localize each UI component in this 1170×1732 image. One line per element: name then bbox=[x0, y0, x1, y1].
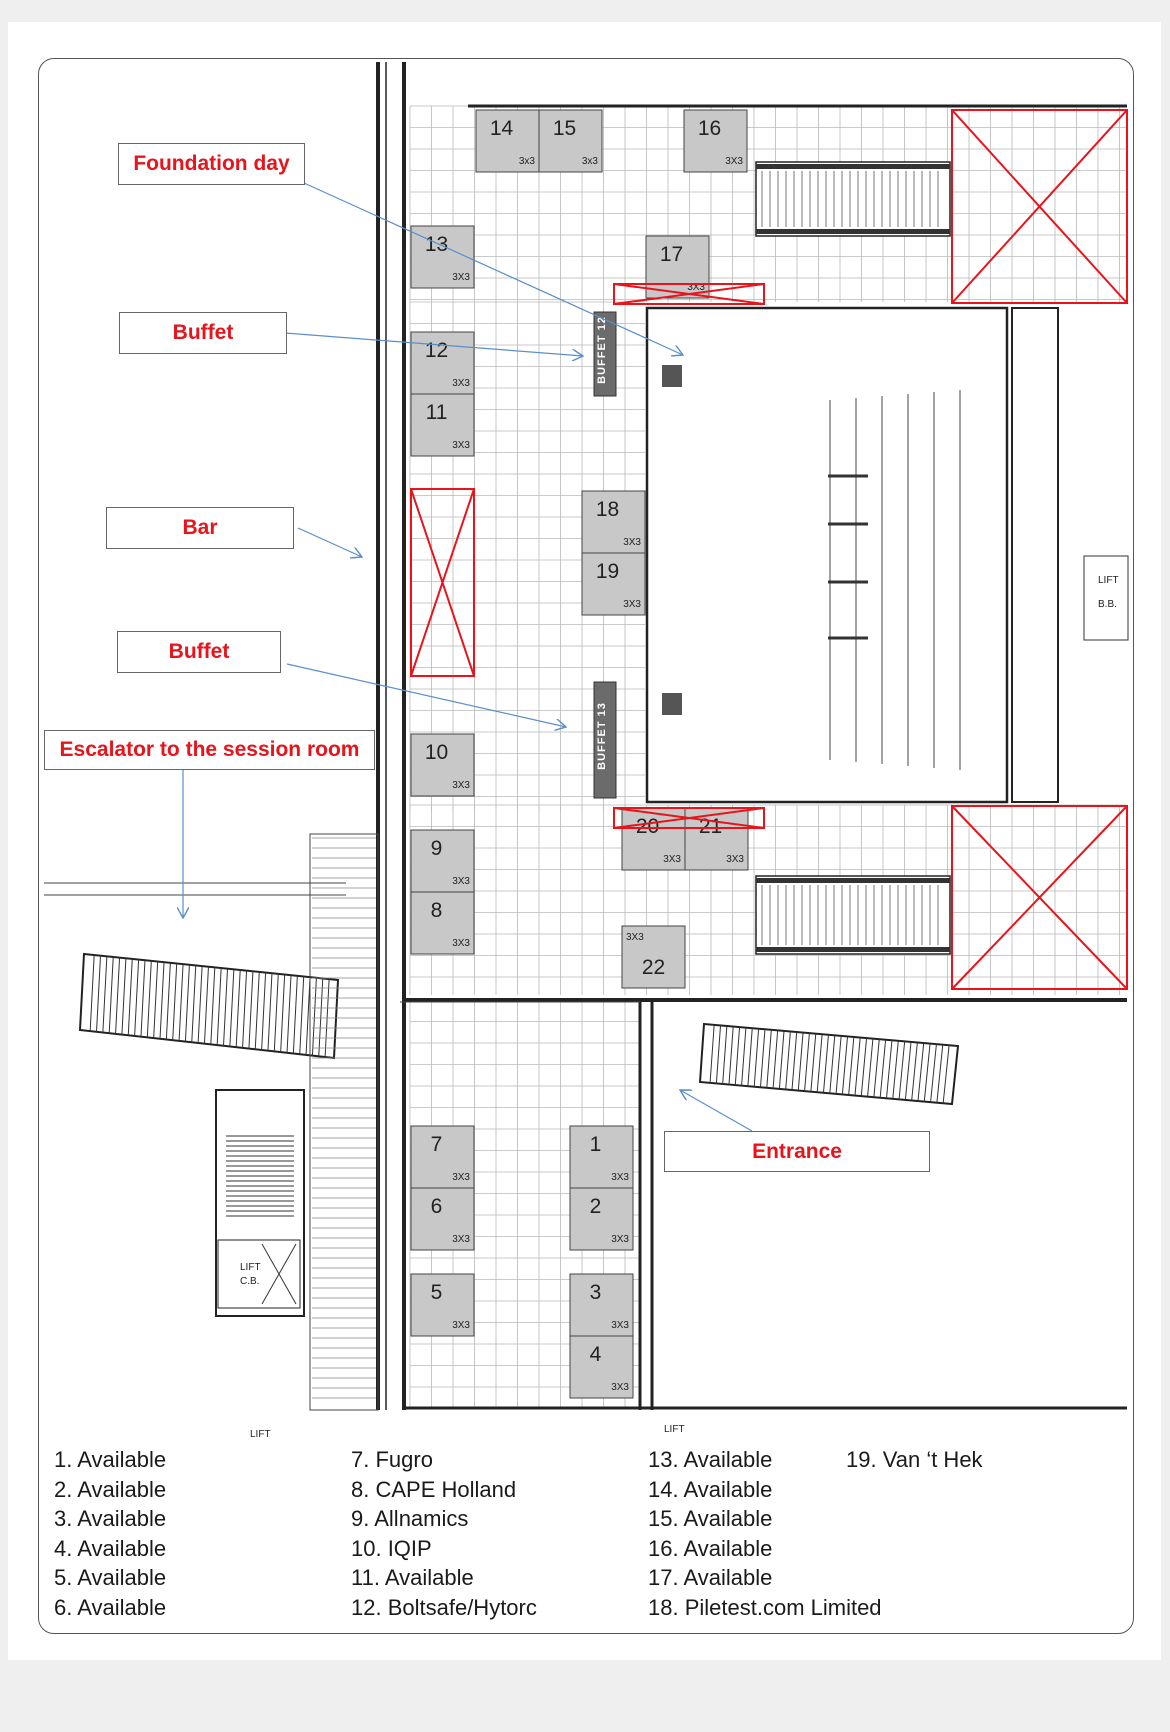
booth-19 bbox=[582, 553, 645, 615]
legend-column-4 bbox=[846, 1445, 983, 1475]
lift-cb-label: C.B. bbox=[240, 1276, 260, 1287]
legend-column-1 bbox=[54, 1445, 166, 1623]
column-mark bbox=[376, 386, 380, 390]
booth-size: 3X3 bbox=[452, 876, 470, 887]
booth-number: 12 bbox=[424, 339, 449, 362]
column-mark bbox=[376, 364, 380, 368]
booth-size: 3x3 bbox=[518, 156, 535, 167]
callout-buffet-bottom: Buffet bbox=[117, 631, 281, 673]
booth-number: 4 bbox=[589, 1343, 602, 1366]
booth-number: 5 bbox=[430, 1281, 443, 1304]
booth-size: 3x3 bbox=[581, 156, 598, 167]
buffet-13 bbox=[594, 682, 616, 798]
booth-number: 7 bbox=[430, 1133, 443, 1156]
booth-size: 3X3 bbox=[611, 1172, 629, 1183]
booth-size: 3X3 bbox=[623, 537, 641, 548]
lift-bb-label: LIFT bbox=[1098, 575, 1119, 586]
column-mark bbox=[376, 342, 380, 346]
booth-number: 21 bbox=[698, 815, 723, 838]
legend-item: 12. Boltsafe/Hytorc bbox=[351, 1594, 537, 1620]
booth-size: 3X3 bbox=[687, 282, 705, 293]
callout-foundation-day: Foundation day bbox=[118, 143, 305, 185]
arrow-foundation-day bbox=[304, 183, 683, 355]
column-mark bbox=[376, 782, 380, 786]
booth-size: 3X3 bbox=[623, 599, 641, 610]
column-mark bbox=[376, 210, 380, 214]
booth-9 bbox=[411, 830, 474, 892]
booth-11 bbox=[411, 394, 474, 456]
column-mark bbox=[376, 166, 380, 170]
void-bottom-right bbox=[952, 806, 1127, 989]
column-mark bbox=[376, 562, 380, 566]
column-mark bbox=[376, 452, 380, 456]
booth-number: 8 bbox=[430, 899, 443, 922]
column-mark bbox=[376, 760, 380, 764]
booth-2 bbox=[570, 1188, 633, 1250]
booth-number: 17 bbox=[659, 243, 684, 266]
legend-item: 5. Available bbox=[54, 1565, 167, 1591]
legend-item: 19. Van ‘t Hek bbox=[846, 1447, 983, 1472]
booth-size: 3X3 bbox=[452, 378, 470, 389]
booth-number: 9 bbox=[430, 837, 443, 860]
column-mark bbox=[376, 518, 380, 522]
booth-size: 3X3 bbox=[452, 1320, 470, 1331]
booth-10 bbox=[411, 734, 474, 796]
column-mark bbox=[376, 100, 380, 104]
legend-item: 4. Available bbox=[54, 1535, 167, 1561]
column-mark bbox=[376, 716, 380, 720]
callout-bar: Bar bbox=[106, 507, 294, 549]
callout-buffet-top: Buffet bbox=[119, 312, 287, 354]
podium bbox=[662, 365, 682, 387]
column-mark bbox=[376, 584, 380, 588]
legend-item: 7. Fugro bbox=[351, 1447, 433, 1472]
booth-number: 15 bbox=[552, 117, 577, 140]
booth-number: 18 bbox=[595, 498, 620, 521]
booth-number: 14 bbox=[489, 117, 514, 140]
booth-size: 3X3 bbox=[726, 854, 744, 865]
lift-bottom-mid-label: LIFT bbox=[664, 1424, 685, 1435]
booth-16 bbox=[684, 110, 747, 172]
column-mark bbox=[376, 188, 380, 192]
booth-15 bbox=[539, 110, 602, 172]
booth-size: 3X3 bbox=[611, 1320, 629, 1331]
booth-number: 19 bbox=[595, 560, 620, 583]
column-mark bbox=[376, 672, 380, 676]
legend-item: 16. Available bbox=[648, 1535, 773, 1561]
column-mark bbox=[376, 694, 380, 698]
booth-number: 1 bbox=[589, 1133, 602, 1156]
column-mark bbox=[376, 540, 380, 544]
booth-size: 3X3 bbox=[611, 1382, 629, 1393]
booth-20 bbox=[622, 808, 685, 870]
column-mark bbox=[376, 232, 380, 236]
booth-number: 13 bbox=[424, 233, 449, 256]
booth-5 bbox=[411, 1274, 474, 1336]
column-mark bbox=[376, 254, 380, 258]
booth-number: 6 bbox=[430, 1195, 443, 1218]
lift-bb bbox=[1084, 556, 1128, 640]
booth-6 bbox=[411, 1188, 474, 1250]
booth-14 bbox=[476, 110, 539, 172]
booth-1 bbox=[570, 1126, 633, 1188]
column-mark bbox=[376, 298, 380, 302]
lift-bb-label: B.B. bbox=[1098, 599, 1117, 610]
escalator-entrance bbox=[700, 1024, 958, 1104]
legend-item: 2. Available bbox=[54, 1476, 167, 1502]
callout-entrance: Entrance bbox=[664, 1131, 930, 1172]
booth-size: 3X3 bbox=[611, 1234, 629, 1245]
column-mark bbox=[376, 606, 380, 610]
booth-4 bbox=[570, 1336, 633, 1398]
booth-number: 10 bbox=[424, 741, 449, 764]
booth-size: 3X3 bbox=[626, 932, 644, 943]
booth-size: 3X3 bbox=[452, 272, 470, 283]
booth-18 bbox=[582, 491, 645, 553]
legend-item: 17. Available bbox=[648, 1565, 773, 1591]
column-mark bbox=[376, 650, 380, 654]
booth-number: 22 bbox=[641, 956, 666, 979]
legend-item: 3. Available bbox=[54, 1506, 167, 1532]
void-top-right bbox=[952, 110, 1127, 303]
column-mark bbox=[376, 474, 380, 478]
escalator-lower bbox=[756, 876, 950, 954]
column-mark bbox=[376, 320, 380, 324]
column-mark bbox=[376, 78, 380, 82]
legend-item: 1. Available bbox=[54, 1447, 167, 1472]
column-mark bbox=[376, 804, 380, 808]
booth-number: 16 bbox=[697, 117, 722, 140]
booth-size: 3X3 bbox=[663, 854, 681, 865]
escalator-upper bbox=[756, 162, 950, 236]
legend-column-2 bbox=[351, 1445, 537, 1623]
lift-cb bbox=[218, 1240, 300, 1308]
stairs-bottom-left bbox=[216, 1090, 304, 1316]
arrow-bar bbox=[298, 528, 362, 557]
booth-3 bbox=[570, 1274, 633, 1336]
walkway-left bbox=[44, 834, 378, 1410]
legend-item: 10. IQIP bbox=[351, 1535, 432, 1561]
buffet-label: BUFFET 12 bbox=[596, 316, 608, 384]
lift-cb-label: LIFT bbox=[240, 1262, 261, 1273]
room-annex bbox=[1012, 308, 1058, 802]
column-mark bbox=[376, 430, 380, 434]
escalator-to-session-room bbox=[80, 954, 338, 1058]
legend-item: 6. Available bbox=[54, 1594, 167, 1620]
column-mark bbox=[376, 276, 380, 280]
booth-number: 2 bbox=[589, 1195, 602, 1218]
column-mark bbox=[376, 144, 380, 148]
booth-7 bbox=[411, 1126, 474, 1188]
arrow-entrance bbox=[680, 1090, 752, 1131]
column-mark bbox=[376, 738, 380, 742]
legend-item: 18. Piletest.com Limited bbox=[648, 1594, 882, 1620]
legend-item: 8. CAPE Holland bbox=[351, 1476, 517, 1502]
session-room bbox=[647, 308, 1007, 802]
podium bbox=[662, 693, 682, 715]
booth-size: 3X3 bbox=[452, 780, 470, 791]
booth-size: 3X3 bbox=[452, 440, 470, 451]
booth-size: 3X3 bbox=[725, 156, 743, 167]
buffet-label: BUFFET 13 bbox=[596, 702, 608, 770]
legend-item: 11. Available bbox=[351, 1565, 474, 1591]
buffet-12 bbox=[594, 312, 616, 396]
arrow-buffet-bottom bbox=[287, 664, 566, 727]
callout-escalator: Escalator to the session room bbox=[44, 730, 375, 770]
column-mark bbox=[376, 826, 380, 830]
booth-8 bbox=[411, 892, 474, 954]
column-mark bbox=[376, 408, 380, 412]
booth-size: 3X3 bbox=[452, 1172, 470, 1183]
column-mark bbox=[376, 628, 380, 632]
legend-item: 14. Available bbox=[648, 1476, 773, 1502]
booth-size: 3X3 bbox=[452, 1234, 470, 1245]
legend-item: 15. Available bbox=[648, 1506, 773, 1532]
booth-size: 3X3 bbox=[452, 938, 470, 949]
column-mark bbox=[376, 122, 380, 126]
lift-bottom-left-label: LIFT bbox=[250, 1429, 271, 1440]
column-mark bbox=[376, 496, 380, 500]
booth-number: 11 bbox=[425, 401, 448, 424]
booth-22 bbox=[622, 926, 685, 988]
booth-12 bbox=[411, 332, 474, 394]
booth-number: 20 bbox=[635, 815, 660, 838]
legend-item: 9. Allnamics bbox=[351, 1506, 469, 1532]
legend-item: 13. Available bbox=[648, 1447, 773, 1472]
booth-number: 3 bbox=[589, 1281, 602, 1304]
